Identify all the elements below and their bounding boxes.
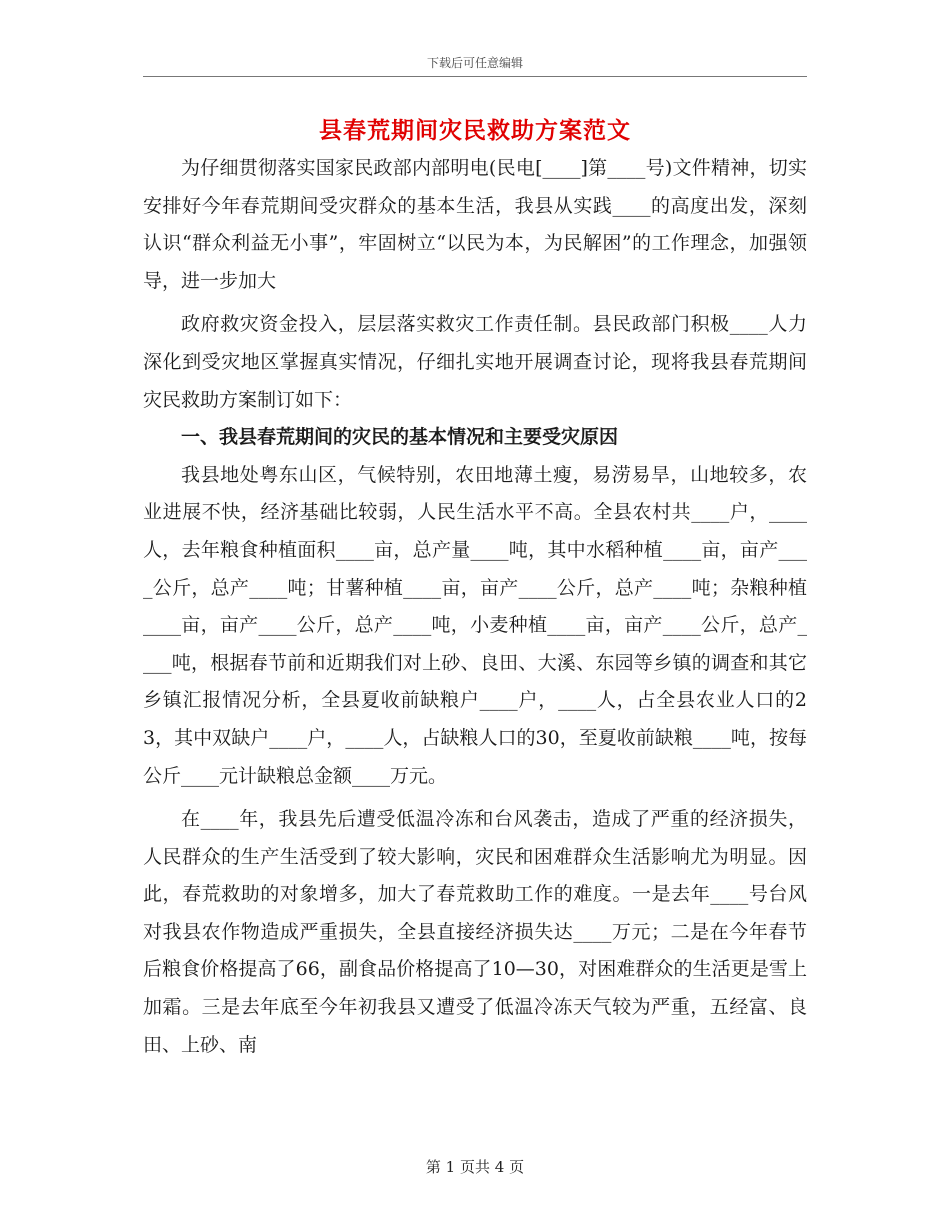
header-divider [143, 76, 807, 77]
header-note: 下载后可任意编辑 [426, 56, 523, 70]
document-title: 县春荒期间灾民救助方案范文 [319, 117, 631, 144]
paragraph-disaster-causes: 在____年，我县先后遭受低温冷冻和台风袭击，造成了严重的经济损失，人民群众的生产生活受到了较大影响，灾民和困难群众生活影响尤为明显。因此，春荒救助的对象增多，加大了春荒救助工作的难度。一是去年____号台风对我县农作物造成严重损失，全县直接经济损失达____万元；二是在今年春节后粮食价格提高了66，副食品价格提高了10—30，对困难群众的生活更是雪上加霜。三是去年底至今年初我县又遭受了低温冷冻天气较为严重，五经富、良田、上砂、南 [143, 808, 807, 1056]
document-body [143, 150, 807, 1064]
paragraph-basic-situation: 我县地处粤东山区，气候特别，农田地薄土瘦，易涝易旱，山地较多，农业进展不快，经济基础比较弱，人民生活水平不高。全县农村共____户，____人，去年粮食种植面积____亩，总产量____吨，其中水稻种植____亩，亩产____公斤，总产____吨；甘薯种植____亩，亩产____公斤，总产____吨；杂粮种植____亩，亩产____公斤，总产____吨，小麦种植____亩，亩产____公斤，总产____吨，根据春节前和近期我们对上砂、良田、大溪、东园等乡镇的调查和其它乡镇汇报情况分析，全县夏收前缺粮户____户，____人，占全县农业人口的23，其中双缺户____户，____人，占缺粮人口的30，至夏收前缺粮____吨，按每公斤____元计缺粮总金额____万元。 [143, 463, 807, 787]
page-number: 第 1 页共 4 页 [425, 1158, 525, 1176]
paragraph-intro-continued: 政府救灾资金投入，层层落实救灾工作责任制。县民政部门积极____人力深化到受灾地区掌握真实情况，仔细扎实地开展调查讨论，现将我县春荒期间灾民救助方案制订如下： [143, 313, 807, 411]
section-heading-1: 一、我县春荒期间的灾民的基本情况和主要受灾原因 [181, 426, 619, 449]
paragraph-intro: 为仔细贯彻落实国家民政部内部明电(民电[____]第____号)文件精神，切实安排好今年春荒期间受灾群众的基本生活，我县从实践____的高度出发，深刻认识“群众利益无小事”，牢固树立“以民为本，为民解困”的工作理念，加强领导，进一步加大 [143, 157, 807, 292]
